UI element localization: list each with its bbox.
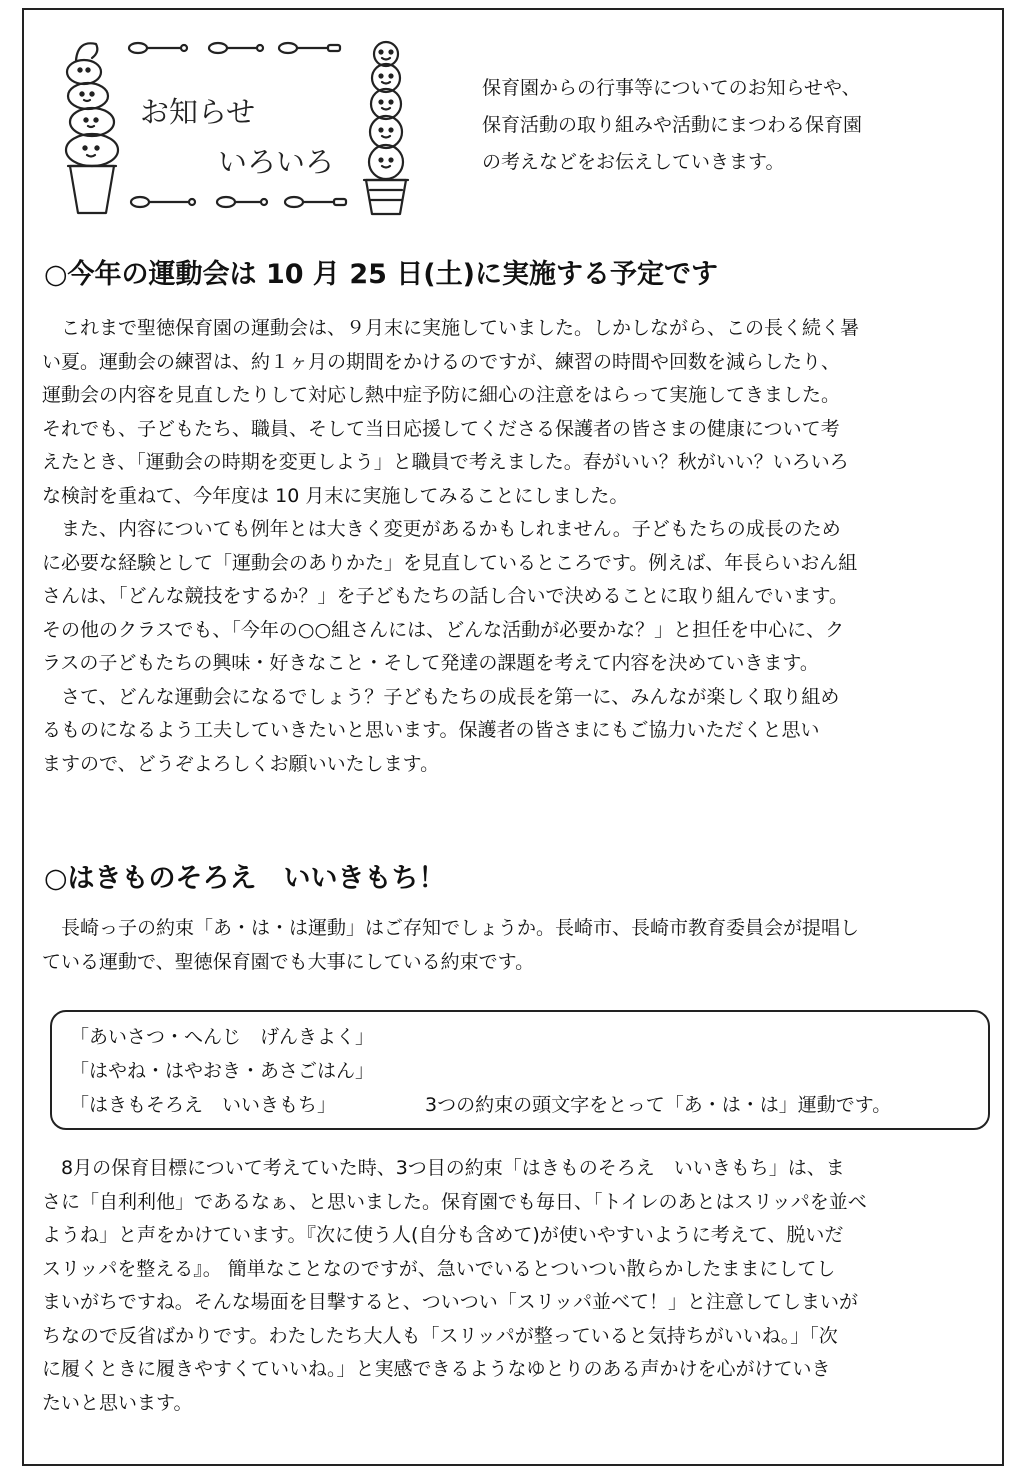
text-line: ラスの子どもたちの興味・好きなこと・そして発達の課題を考えて内容を決めていきます。: [42, 652, 819, 674]
text-line: 8月の保育目標について考えていた時、3つ目の約束「はきものそろえ いいきもち」は、ま: [42, 1157, 845, 1179]
text-line: さて、どんな運動会になるでしょう？子どもたちの成長を第一に、みんなが楽しく取り組め: [42, 685, 840, 708]
right-ice-cream-icon: [364, 42, 408, 214]
intro-text: [482, 70, 982, 181]
promise-rules-box: [50, 1010, 990, 1130]
text-line: それでも、子どもたち、職員、そして当日応援してくださる保護者の皆さまの健康について考: [42, 417, 840, 440]
text-line: さに「自利利他」であるなぁ、と思いました。保育園でも毎日、「トイレのあとはスリッパを並べ: [42, 1190, 867, 1213]
section-heading-sports-day: ○今年の運動会は 10 月 25 日(土)に実施する予定です: [44, 259, 718, 290]
shoes-paragraph: [42, 1152, 992, 1420]
section-heading-shoes: ○はきものそろえ いいきもち！: [44, 863, 446, 894]
page-title-line2: いろいろ: [218, 145, 335, 179]
intro-line: の考えなどをお伝えしていきます。: [482, 151, 785, 173]
text-line: るものになるよう工夫していきたいと思います。保護者の皆さまにもご協力いただくと思い: [42, 719, 820, 741]
text-line: ようね」と声をかけています。『次に使う人(自分も含めて)が使いやすいように考えて、脱いだ: [42, 1224, 844, 1246]
rule-text: 「あいさつ・へんじ げんきよく」: [70, 1026, 375, 1048]
rule-text: 「はやね・はやおき・あさごはん」: [70, 1060, 375, 1082]
text-line: これまで聖徳保育園の運動会は、９月末に実施していました。しかしながら、この長く続く暑: [42, 317, 860, 339]
text-line: 長崎っ子の約束「あ・は・は運動」はご存知でしょうか。長崎市、長崎市教育委員会が提唱し: [42, 917, 860, 939]
text-line: また、内容についても例年とは大きく変更があるかもしれません。子どもたちの成長のため: [42, 518, 841, 540]
sports-day-paragraph: [42, 312, 992, 781]
text-line: に必要な経験として「運動会のありかた」を見直しているところです。例えば、年長らいおん組: [42, 551, 858, 574]
text-line: まいがちですね。そんな場面を目撃すると、ついつい「スリッパ並べて！」と注意してしまいが: [42, 1291, 859, 1313]
top-spoons-icon: [129, 43, 340, 53]
rule-text: 「はきもそろえ いいきもち」: [70, 1094, 337, 1116]
rules-note: 3つの約束の頭文字をとって「あ・は・は」運動です。: [425, 1094, 892, 1116]
text-line: に履くときに履きやすくていいね。」と実感できるようなゆとりのある声かけを心がけていき: [42, 1358, 831, 1380]
intro-line: 保育園からの行事等についてのお知らせや、: [482, 77, 861, 99]
text-line: さんは、「どんな競技をするか？」を子どもたちの話し合いで決めることに取り組んでいます。: [42, 585, 848, 607]
rule-item: [70, 1054, 988, 1088]
rule-item: [70, 1088, 988, 1122]
text-line: い夏。運動会の練習は、約１ヶ月の期間をかけるのですが、練習の時間や回数を減らしたり、: [42, 350, 841, 373]
page-title-line1: お知らせ: [140, 95, 256, 129]
text-line: 運動会の内容を見直したりして対応し熱中症予防に細心の注意をはらって実施してきました。: [42, 384, 841, 406]
text-line: ますので、どうぞよろしくお願いいたします。: [42, 752, 440, 775]
text-line: な検討を重ねて、今年度は 10 月末に実施してみることにしました。: [42, 484, 629, 507]
bottom-spoons-icon: [131, 197, 346, 207]
text-line: ちなので反省ばかりです。わたしたち大人も「スリッパが整っていると気持ちがいいね。」「次: [42, 1324, 838, 1347]
text-line: スリッパを整える』。 簡単なことなのですが、急いでいるとついつい散らかしたままにしてし: [42, 1257, 836, 1280]
shoes-intro-paragraph: [42, 912, 992, 979]
rule-item: [70, 1020, 988, 1054]
text-line: ている運動で、聖徳保育園でも大事にしている約束です。: [42, 950, 535, 973]
intro-line: 保育活動の取り組みや活動にまつわる保育園: [482, 114, 863, 136]
left-ice-cream-icon: [66, 43, 118, 213]
text-line: たいと思います。: [42, 1391, 193, 1414]
text-line: えたとき、「運動会の時期を変更しよう」と職員で考えました。春がいい？秋がいい？いろいろ: [42, 451, 849, 473]
text-line: その他のクラスでも、「今年の○○組さんには、どんな活動が必要かな？」と担任を中心に、ク: [42, 618, 845, 641]
